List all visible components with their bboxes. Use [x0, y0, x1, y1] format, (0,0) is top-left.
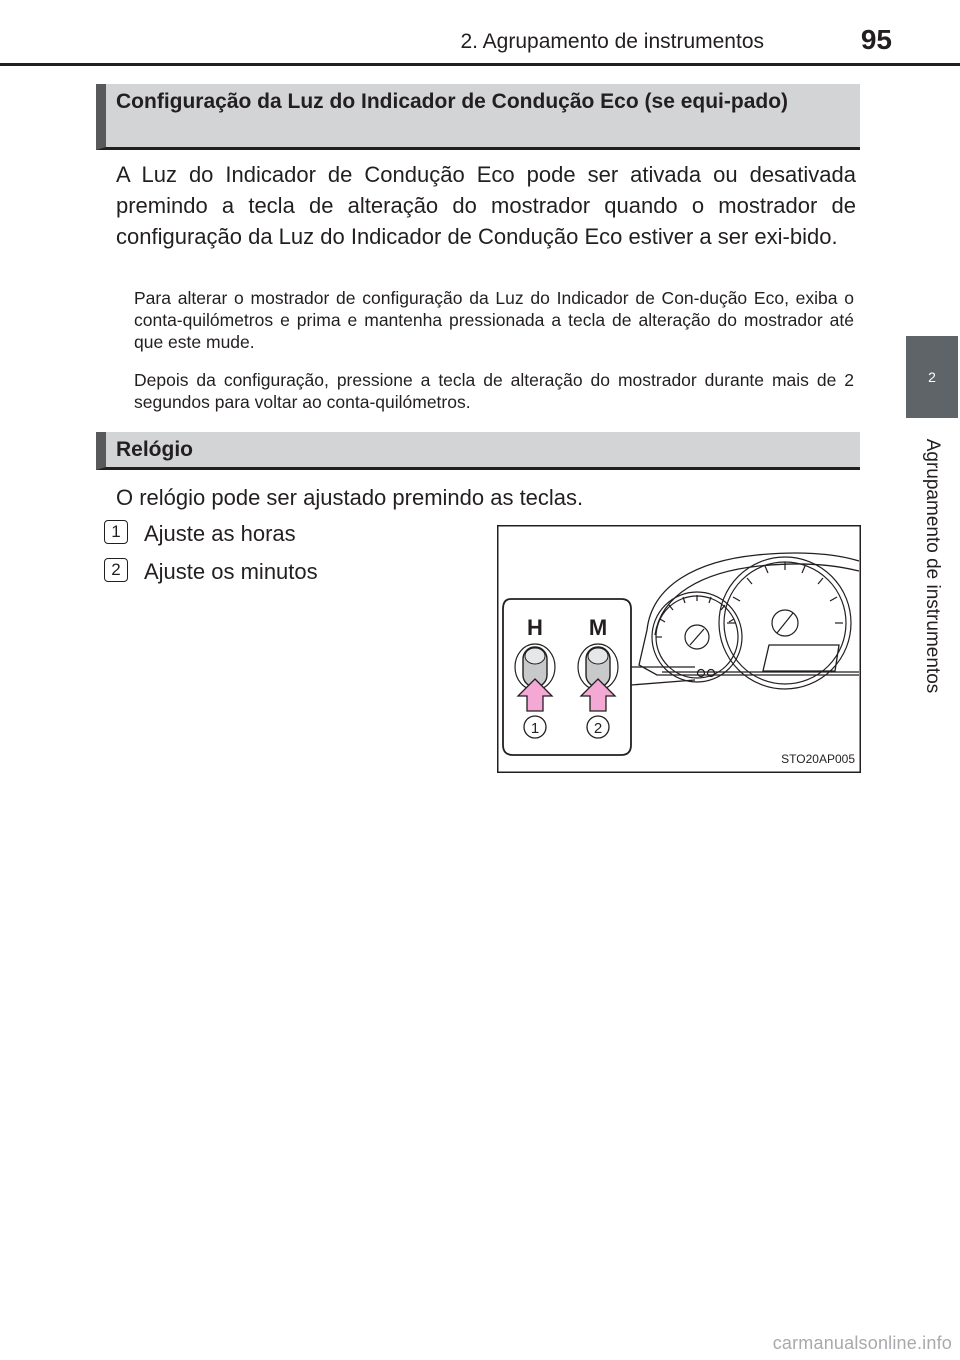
section-heading-clock: Relógio — [96, 432, 860, 470]
page-number: 95 — [860, 24, 892, 55]
button-label-h: H — [527, 615, 543, 640]
item-label-adjust-hours: Ajuste as horas — [144, 521, 296, 546]
magnified-callout-box — [503, 599, 631, 755]
clock-body: O relógio pode ser ajustado premindo as teclas. — [116, 485, 584, 510]
figure-code: STO20AP005 — [781, 752, 855, 766]
section-heading-eco-indicator: Configuração da Luz do Indicador de Condução Eco (se equi-pado) — [96, 84, 860, 150]
instrument-cluster-figure — [497, 525, 861, 773]
header-rule — [0, 63, 960, 66]
callout-number-2: 2 — [593, 720, 603, 737]
chapter-tab-number: 2 — [928, 369, 936, 385]
item-label-adjust-minutes: Ajuste os minutos — [144, 559, 318, 584]
item-number-2: 2 — [104, 558, 128, 582]
button-label-m: M — [588, 615, 608, 640]
watermark: carmanualsonline.info — [772, 1333, 952, 1353]
callout-number-1: 1 — [530, 720, 540, 737]
chapter-side-label: Agrupamento de instrumentos — [922, 438, 943, 694]
chapter-tab — [906, 336, 958, 418]
item-number-1: 1 — [104, 520, 128, 544]
eco-indicator-note-2: Depois da configuração, pressione a tecla de alteração do mostrador durante mais de 2 segundos para voltar ao conta-quilómetros. — [134, 370, 854, 412]
eco-indicator-body: A Luz do Indicador de Condução Eco pode ser ativada ou desativada premindo a tecla de alteração do mostrador quando o mostrador de configuração da Luz do Indicador de Condução Eco estiver a ser exi-bido. — [116, 162, 856, 249]
eco-indicator-note-1: Para alterar o mostrador de configuração da Luz do Indicador de Con-dução Eco, exiba o conta-quilómetros e prima e mantenha pressionada a tecla de alteração do mostrador até que este mude. — [134, 288, 854, 352]
running-header-title: 2. Agrupamento de instrumentos — [460, 30, 764, 53]
